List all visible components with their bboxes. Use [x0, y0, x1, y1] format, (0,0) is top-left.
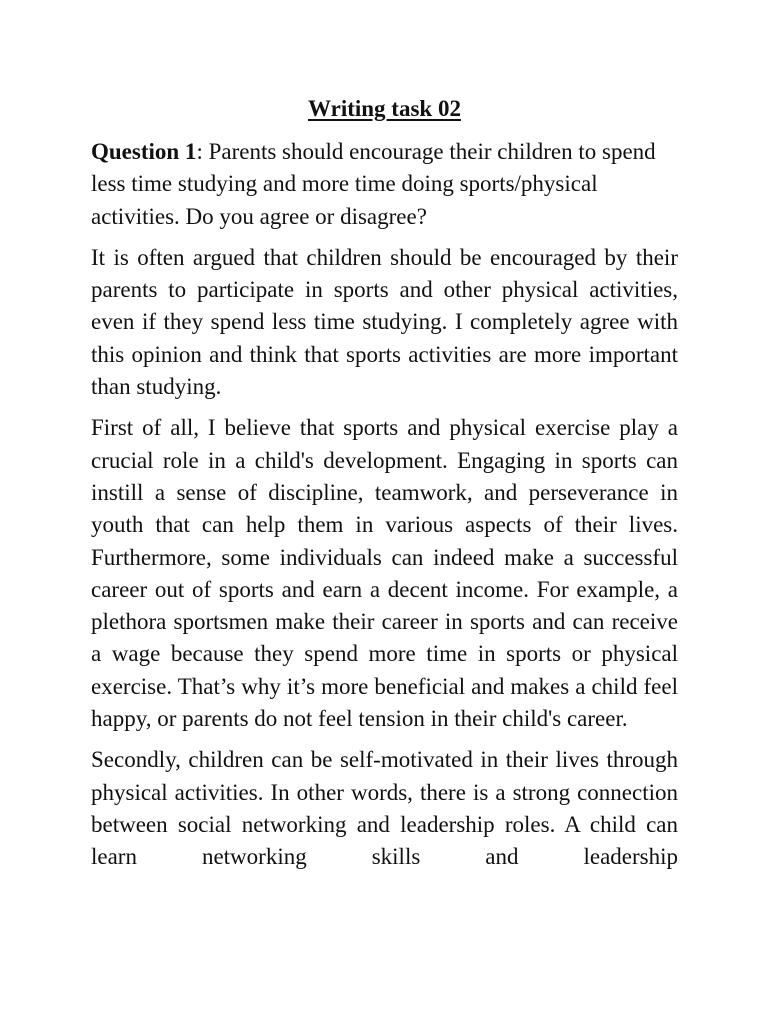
paragraph-first: First of all, I believe that sports and physical exercise play a crucial role in a child's development. Engaging in sports can instill a sense of discipline, teamwork, and perseverance in youth that can help them in various aspects of their lives. Furthermore, some individuals can indeed make a successful career out of sports and earn a decent income. For example, a plethora sportsmen make their career in sports and can receive a wage because they spend more time in sports or physical exercise. That’s why it’s more beneficial and makes a child feel happy, or parents do not feel tension in their child's career.	[91, 415, 678, 732]
document-title: Writing task 02	[308, 96, 461, 121]
question-label: Question 1	[91, 139, 197, 164]
paragraph-second: Secondly, children can be self-motivated in their lives through physical activities. In other words, there is a strong connection between social networking and leadership roles. A child can learn networking skills and leadership	[91, 747, 678, 870]
question-text: : Parents should encourage their children to spend less time studying and more time doing sports/physical activities. Do you agree or disagree?	[91, 139, 656, 229]
document-page	[91, 92, 678, 883]
paragraph-intro: It is often argued that children should be encouraged by their parents to participate in sports and other physical activities, even if they spend less time studying. I completely agree with this opinion and think that sports activities are more important than studying.	[91, 244, 678, 400]
question-block	[91, 136, 678, 233]
